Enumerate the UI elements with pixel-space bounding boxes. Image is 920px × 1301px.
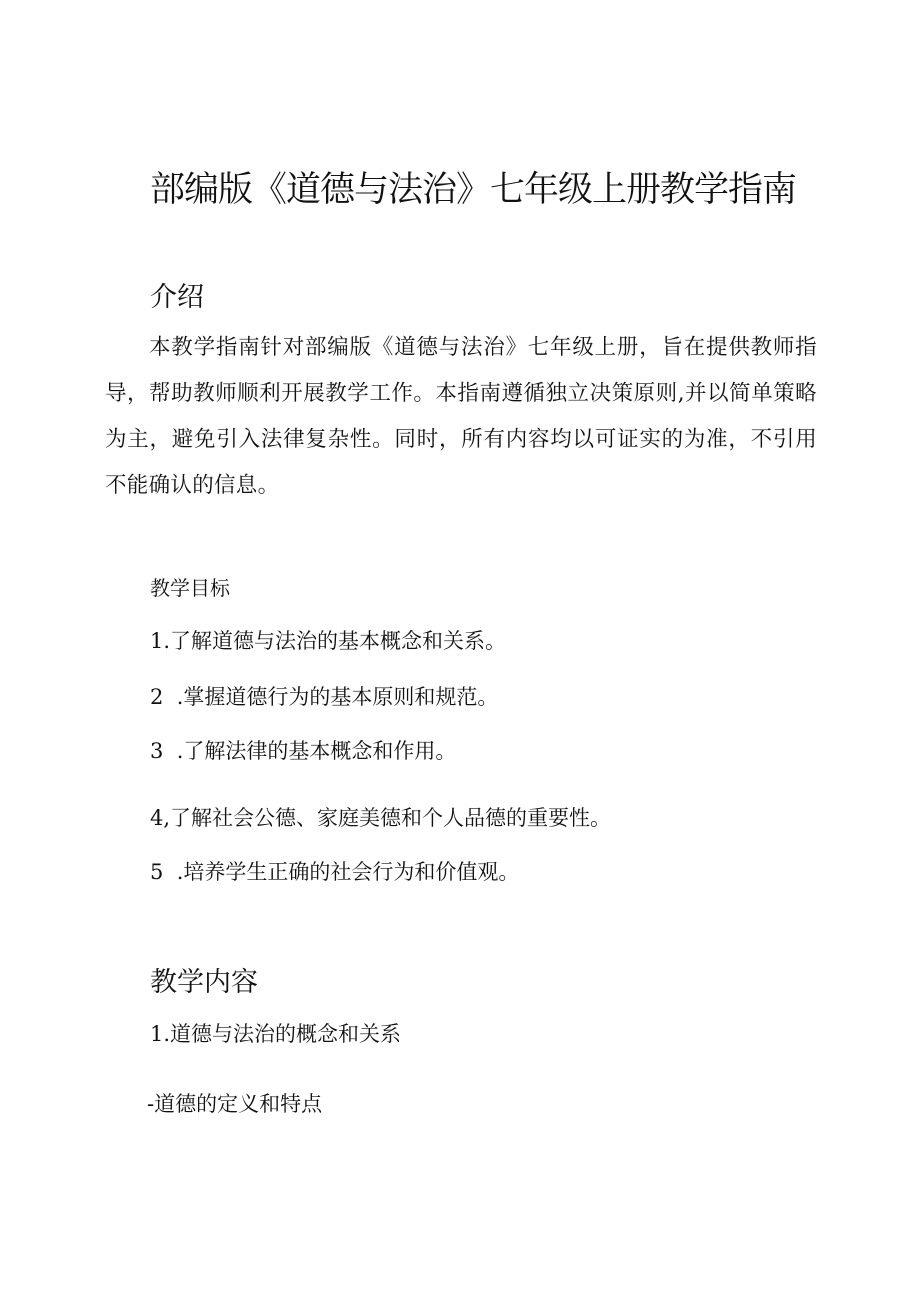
content-item-1: 1.道德与法治的概念和关系 (150, 1022, 402, 1046)
content-subitem-1: -道德的定义和特点 (147, 1092, 323, 1116)
goals-label: 教学目标 (150, 576, 230, 600)
goal-item-4: 4,了解社会公德、家庭美德和个人品德的重要性。 (150, 806, 612, 830)
intro-paragraph: 本教学指南针对部编版《道德与法治》七年级上册，旨在提供教师指导，帮助教师顺利开展教学工作。本指南遵循独立决策原则,并以简单策略为主，避免引入法律复杂性。同时，所有内容均以可证实的为准，不引用不能确认的信息。 (105, 335, 817, 498)
intro-heading: 介绍 (150, 282, 204, 313)
goal-item-2: 2 .掌握道德行为的基本原则和规范。 (150, 685, 499, 709)
document-title: 部编版《道德与法治》七年级上册教学指南 (150, 170, 797, 210)
goal-item-1: 1.了解道德与法治的基本概念和关系。 (150, 629, 507, 653)
content-heading: 教学内容 (150, 967, 258, 998)
goal-item-5: 5 .培养学生正确的社会行为和价值观。 (150, 860, 520, 884)
goal-item-3: 3 .了解法律的基本概念和作用。 (150, 739, 457, 763)
